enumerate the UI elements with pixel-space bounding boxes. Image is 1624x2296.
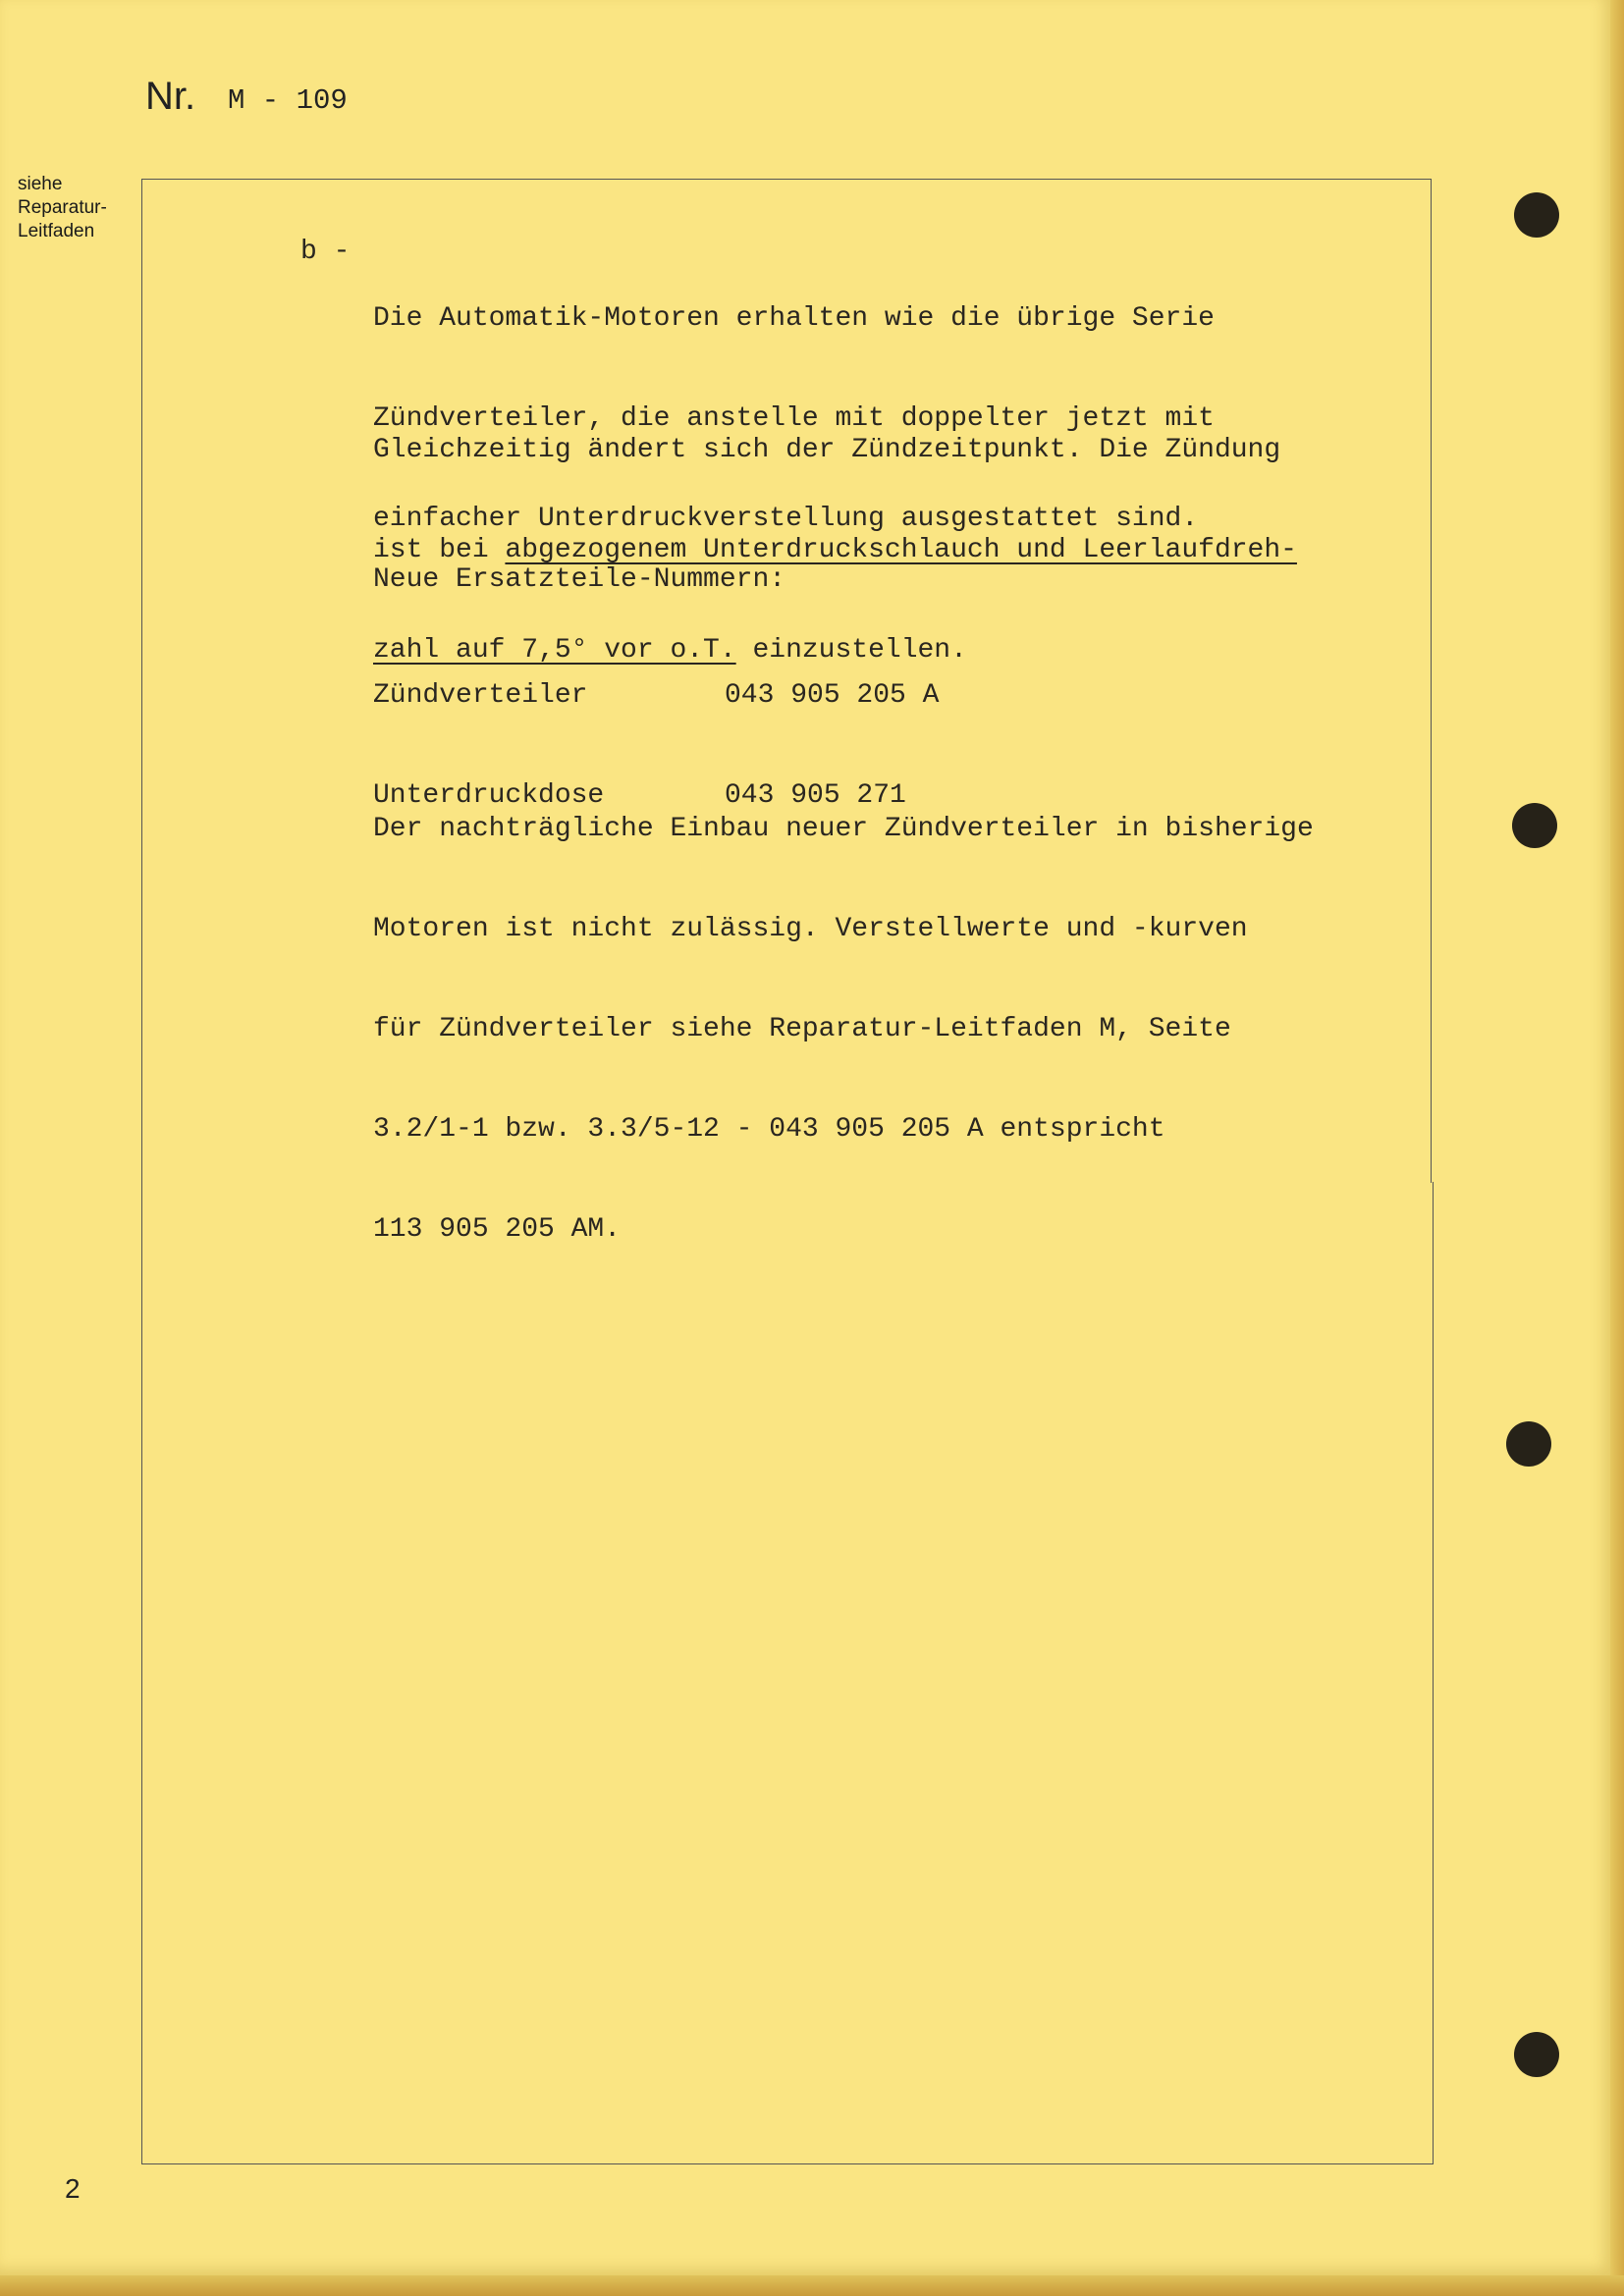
text-span: ist bei — [373, 535, 506, 565]
text-span: einzustellen. — [735, 635, 967, 666]
side-note-line: siehe — [18, 174, 63, 194]
paragraph-line: für Zündverteiler siehe Reparatur-Leitfaden M, Seite — [373, 1014, 1231, 1044]
header-document-number: M - 109 — [228, 84, 348, 117]
paragraph-line: Gleichzeitig ändert sich der Zündzeitpunkt. Die Zündung — [373, 435, 1281, 465]
paragraph-line: Die Automatik-Motoren erhalten wie die übrige Serie — [373, 303, 1215, 334]
retrofit-paragraph — [373, 746, 1314, 1280]
paragraph-line: 113 905 205 AM. — [373, 1214, 622, 1245]
side-note — [18, 173, 145, 243]
parts-heading: Neue Ersatzteile-Nummern: — [373, 564, 786, 595]
underlined-instruction: abgezogenem Unterdruckschlauch und Leerlaufdreh- — [505, 535, 1297, 565]
header-nr-label: Nr. — [145, 75, 196, 118]
parts-row — [373, 679, 939, 713]
underlined-instruction: zahl auf 7,5° vor o.T. — [373, 635, 736, 666]
punch-hole-icon — [1514, 192, 1559, 238]
punch-hole-icon — [1506, 1421, 1551, 1467]
paragraph-line: 3.2/1-1 bzw. 3.3/5-12 - 043 905 205 A entspricht — [373, 1114, 1165, 1145]
part-number: 043 905 205 A — [725, 680, 940, 711]
part-name: Zündverteiler — [373, 680, 588, 711]
content-frame-lower — [141, 1182, 1434, 2164]
side-note-line: Leitfaden — [18, 221, 95, 241]
paragraph-line: Der nachträgliche Einbau neuer Zündverteiler in bisherige — [373, 814, 1314, 844]
side-note-line: Reparatur- — [18, 197, 107, 218]
punch-hole-icon — [1512, 803, 1557, 848]
paragraph-line: Motoren ist nicht zulässig. Verstellwerte und -kurven — [373, 914, 1248, 944]
paragraph-line: Zündverteiler, die anstelle mit doppelter jetzt mit — [373, 403, 1215, 434]
page-number: 2 — [65, 2173, 81, 2204]
punch-hole-icon — [1514, 2032, 1559, 2077]
paragraph-line — [373, 534, 1297, 567]
part-number: 043 905 271 — [725, 780, 906, 811]
page-edge — [1610, 0, 1624, 2275]
section-marker: b - — [300, 237, 351, 267]
part-name: Unterdruckdose — [373, 780, 605, 811]
page-edge-bottom — [0, 2275, 1624, 2296]
paragraph-line: einfacher Unterdruckverstellung ausgestattet sind. — [373, 504, 1199, 534]
